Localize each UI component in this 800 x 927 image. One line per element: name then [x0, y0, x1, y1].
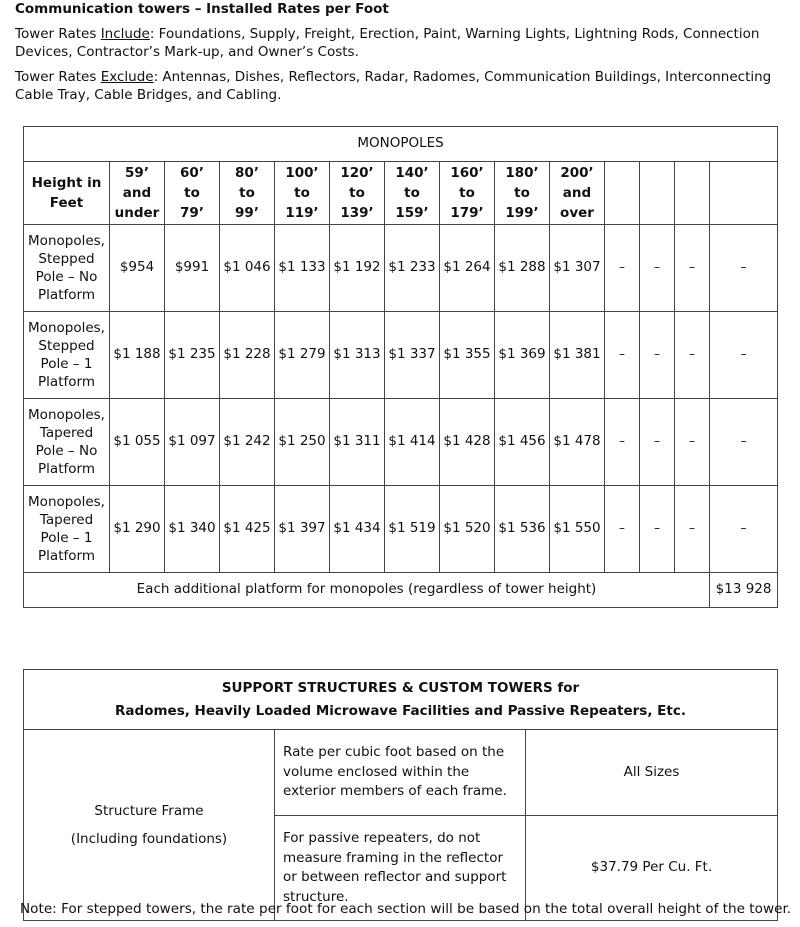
- rate-cell: $1 536: [495, 486, 550, 573]
- exclude-prefix: Tower Rates: [15, 69, 101, 85]
- row-label: [24, 312, 110, 399]
- rate-cell: $1 233: [385, 225, 440, 312]
- row-label-line: Platform: [38, 374, 95, 390]
- rate-cell: $1 046: [220, 225, 275, 312]
- rate-cell: $954: [110, 225, 165, 312]
- exclude-keyword: Exclude: [100, 69, 154, 85]
- rate-value: $37.79 Per Cu. Ft.: [526, 816, 778, 921]
- rate-description: Rate per cubic foot based on the volume enclosed within the exterior members of each frame.: [275, 730, 526, 816]
- height-range-line: 140’: [395, 165, 429, 181]
- row-label-line: Stepped: [38, 251, 95, 267]
- height-range-line: 60’: [180, 165, 204, 181]
- rate-cell: $1 434: [330, 486, 385, 573]
- row-label-line: Monopoles,: [28, 407, 105, 423]
- additional-platform-label: Each additional platform for monopoles (regardless of tower height): [24, 573, 710, 608]
- row-label-line: Monopoles,: [28, 233, 105, 249]
- dash-cell: –: [640, 225, 675, 312]
- rate-cell: $1 369: [495, 312, 550, 399]
- rate-cell: $1 097: [165, 399, 220, 486]
- row-label-line: Platform: [38, 287, 95, 303]
- structure-frame-sublabel: (Including foundations): [70, 831, 228, 847]
- support-structures-table: [23, 669, 778, 921]
- table-row: [24, 312, 778, 399]
- height-range-line: to: [404, 185, 420, 201]
- rate-cell: $1 478: [550, 399, 605, 486]
- height-range-line: 180’: [505, 165, 539, 181]
- dash-cell: –: [710, 486, 778, 573]
- rate-cell: $1 279: [275, 312, 330, 399]
- rate-cell: $1 414: [385, 399, 440, 486]
- monopoles-title: MONOPOLES: [24, 127, 778, 162]
- row-label: [24, 399, 110, 486]
- rate-cell: $1 311: [330, 399, 385, 486]
- height-range-line: to: [239, 185, 255, 201]
- rate-cell: $1 428: [440, 399, 495, 486]
- height-range-line: 199’: [505, 205, 539, 221]
- row-label-line: Pole – 1: [40, 356, 93, 372]
- passive-repeater-description: For passive repeaters, do not measure framing in the reflector or between reflector and support structure.: [275, 816, 526, 921]
- height-range-line: 79’: [180, 205, 204, 221]
- dash-cell: –: [605, 312, 640, 399]
- rate-cell: $991: [165, 225, 220, 312]
- height-range-line: 200’: [560, 165, 594, 181]
- height-range-line: 100’: [285, 165, 319, 181]
- table-row: [24, 399, 778, 486]
- rate-cell: $1 192: [330, 225, 385, 312]
- height-range-line: to: [294, 185, 310, 201]
- dash-cell: –: [640, 486, 675, 573]
- row-label-line: Stepped: [38, 338, 95, 354]
- row-label: [24, 486, 110, 573]
- row-label-line: Monopoles,: [28, 494, 105, 510]
- exclude-text: : Antennas, Dishes, Reflectors, Radar, Radomes, Communication Buildings, Interconnecting Cable Tray, Cable Bridges, and Cabling.: [15, 69, 772, 103]
- dash-cell: –: [640, 399, 675, 486]
- height-range-header: [385, 162, 440, 225]
- table-row: [24, 486, 778, 573]
- row-label-line: Tapered: [39, 425, 94, 441]
- height-range-header: [165, 162, 220, 225]
- height-range-line: to: [459, 185, 475, 201]
- include-paragraph: [15, 26, 790, 62]
- height-range-header: [495, 162, 550, 225]
- rate-cell: $1 355: [440, 312, 495, 399]
- dash-cell: –: [675, 399, 710, 486]
- rate-cell: $1 340: [165, 486, 220, 573]
- empty-header-cell: [675, 162, 710, 225]
- dash-cell: –: [710, 312, 778, 399]
- rate-cell: $1 235: [165, 312, 220, 399]
- height-range-line: to: [514, 185, 530, 201]
- height-range-header: [110, 162, 165, 225]
- dash-cell: –: [710, 225, 778, 312]
- rate-cell: $1 519: [385, 486, 440, 573]
- row-label-line: Tapered: [39, 512, 94, 528]
- empty-header-cell: [710, 162, 778, 225]
- rate-cell: $1 397: [275, 486, 330, 573]
- height-range-header: [550, 162, 605, 225]
- row-label: [24, 225, 110, 312]
- height-range-line: to: [184, 185, 200, 201]
- footnote: Note: For stepped towers, the rate per foot for each section will be based on the total overall height of the tower.: [20, 901, 792, 917]
- table-row: [24, 225, 778, 312]
- height-range-header: [440, 162, 495, 225]
- include-prefix: Tower Rates: [15, 26, 101, 42]
- dash-cell: –: [675, 486, 710, 573]
- dash-cell: –: [675, 225, 710, 312]
- dash-cell: –: [605, 399, 640, 486]
- height-range-line: to: [349, 185, 365, 201]
- row-label-line: Pole – No: [35, 443, 98, 459]
- additional-platform-value: $13 928: [710, 573, 778, 608]
- empty-header-cell: [640, 162, 675, 225]
- row-label-line: Monopoles,: [28, 320, 105, 336]
- dash-cell: –: [605, 225, 640, 312]
- dash-cell: –: [675, 312, 710, 399]
- rate-cell: $1 188: [110, 312, 165, 399]
- dash-cell: –: [605, 486, 640, 573]
- exclude-paragraph: [15, 69, 790, 105]
- rate-cell: $1 425: [220, 486, 275, 573]
- rate-cell: $1 337: [385, 312, 440, 399]
- row-label-line: Pole – No: [35, 269, 98, 285]
- height-header-line1: Height in: [31, 175, 102, 191]
- support-title-line1: SUPPORT STRUCTURES & CUSTOM TOWERS for: [221, 679, 580, 696]
- height-range-line: under: [114, 205, 160, 221]
- height-range-line: and: [122, 185, 152, 201]
- height-range-line: and: [562, 185, 592, 201]
- page-title: Communication towers – Installed Rates per Foot: [15, 1, 389, 17]
- rate-cell: $1 288: [495, 225, 550, 312]
- height-row-header: [24, 162, 110, 225]
- height-range-header: [275, 162, 330, 225]
- height-range-line: 119’: [285, 205, 319, 221]
- rate-cell: $1 242: [220, 399, 275, 486]
- include-text: : Foundations, Supply, Freight, Erection, Paint, Warning Lights, Lightning Rods, Connection Devices, Contractor’s Mark-up, and Owner’s Costs.: [15, 26, 760, 60]
- monopoles-table: [23, 126, 778, 608]
- rate-cell: $1 313: [330, 312, 385, 399]
- rate-cell: $1 307: [550, 225, 605, 312]
- height-range-header: [330, 162, 385, 225]
- rate-cell: $1 250: [275, 399, 330, 486]
- empty-header-cell: [605, 162, 640, 225]
- dash-cell: –: [640, 312, 675, 399]
- height-range-line: 160’: [450, 165, 484, 181]
- rate-cell: $1 550: [550, 486, 605, 573]
- rate-cell: $1 290: [110, 486, 165, 573]
- height-range-line: 99’: [235, 205, 259, 221]
- rate-cell: $1 055: [110, 399, 165, 486]
- structure-frame-cell: [24, 730, 275, 921]
- rate-cell: $1 133: [275, 225, 330, 312]
- sizes-cell: All Sizes: [526, 730, 778, 816]
- height-range-line: 120’: [340, 165, 374, 181]
- rate-cell: $1 264: [440, 225, 495, 312]
- height-range-header: [220, 162, 275, 225]
- include-keyword: Include: [100, 26, 150, 42]
- height-range-line: over: [560, 205, 594, 221]
- height-range-line: 80’: [235, 165, 259, 181]
- support-title-line2: Radomes, Heavily Loaded Microwave Facilities and Passive Repeaters, Etc.: [115, 702, 686, 719]
- row-label-line: Platform: [38, 461, 95, 477]
- rate-cell: $1 228: [220, 312, 275, 399]
- height-range-line: 159’: [395, 205, 429, 221]
- dash-cell: –: [710, 399, 778, 486]
- height-range-line: 59’: [125, 165, 149, 181]
- rate-cell: $1 456: [495, 399, 550, 486]
- height-header-line2: Feet: [49, 195, 84, 211]
- row-label-line: Platform: [38, 548, 95, 564]
- structure-frame-label: Structure Frame: [94, 803, 204, 819]
- rate-cell: $1 381: [550, 312, 605, 399]
- rate-cell: $1 520: [440, 486, 495, 573]
- height-range-line: 179’: [450, 205, 484, 221]
- row-label-line: Pole – 1: [40, 530, 93, 546]
- height-range-line: 139’: [340, 205, 374, 221]
- support-title: [24, 670, 778, 730]
